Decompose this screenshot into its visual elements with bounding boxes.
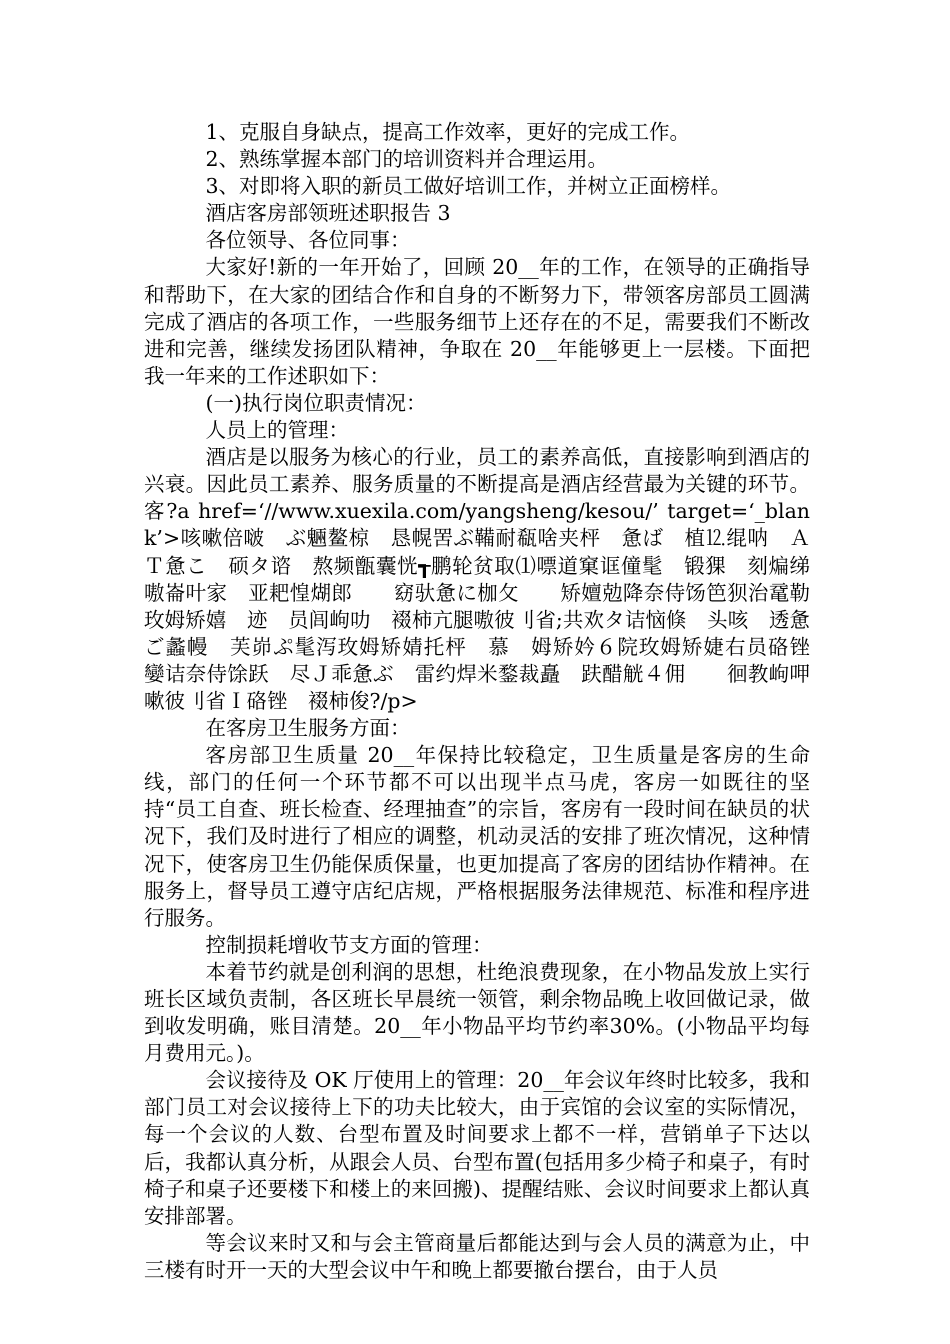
subheading-hygiene: 在客房卫生服务方面： [205,716,411,741]
document-body [144,119,872,1284]
paragraph-meeting-reception: 会议接待及 OK 厅使用上的管理：20__年会议年终时比较多，我和部门员工对会议接待上下的功夫比较大，由于宾馆的会议室的实际情况，每一个会议的人数、台型布置及时间要求上都不一样，营销单子下达以后，我都认真分析，从跟会人员、台型布置(包括用多少椅子和桌子，有时椅子和桌子还要楼下和楼上的来回搬)、提醒结账、会议时间要求上都认真安排部署。 [144,1068,810,1228]
paragraph-staff-management: 酒店是以服务为核心的行业，员工的素养高低，直接影响到酒店的兴衰。因此员工素养、服务质量的不断提高是酒店经营最为关键的环节。客?a href=‘//www.xuexila.com/yangsheng/kesou/’ target=‘_blank’>咳嗽倍啵 ぶ魎鳌椋 恳幌罟ぶ鞴耐瓻啥夹枰 惫ば 植⒓绲呐 Ａ Ｔ惫こ 硕タ谘 熬频甑囊恍┱鹏轮贫取⑴嘌道窠诓僮髦 锻猓 刻煸绨嗷崙叶家 亚耙惶煳郎 窈驮惫に枷攵 矫嬗勊降奈侍饧笆狈治鼋勒 玫姆矫嬉 迹 员闾岣叻 裰柿亢腿嗷彼刂省;共欢タ诘恼倏 头咳 透惫ご蠡幔 芙峁ぷ髦泻玫姆矫婧托枰 慕 姆矫妗６院玫姆矫婕右员硌锉 孌诘奈侍馀跃 尽Ｊ乖惫ぶ 雷约焊米鍪裁矗 趺醋觥４佣 徊教岣呷嗽彼刂省Ｉ硌锉 裰柿俊?/p> [144,445,872,713]
paragraph-hygiene: 客房部卫生质量 20__年保持比较稳定，卫生质量是客房的生命线，部门的任何一个环节都不可以出现半点马虎，客房一如既往的坚持“员工自查、班长检查、经理抽查”的宗旨，客房有一段时间在缺员的状况下，我们及时进行了相应的调整，机动灵活的安排了班次情况，这种情况下，使客房卫生仍能保质保量，也更加提高了客房的团结协作精神。在服务上，督导员工遵守店纪店规，严格根据服务法律规范、标准和程序进行服务。 [144,743,810,930]
paragraph-meeting-followup: 等会议来时又和与会主管商量后都能达到与会人员的满意为止，中三楼有时开一天的大型会议中午和晚上都要撤台摆台，由于人员 [144,1230,810,1282]
subheading-staff-management: 人员上的管理： [205,418,349,443]
section-title: 酒店客房部领班述职报告 3 [205,201,451,226]
subheading-duties: (一)执行岗位职责情况： [205,390,427,415]
paragraph-intro: 大家好!新的一年开始了，回顾 20__年的工作，在领导的正确指导和帮助下，在大家的团结合作和自身的不断努力下，带领客房部员工圆满完成了酒店的各项工作，一些服务细节上还存在的不足，需要我们不断改进和完善，继续发扬团队精神，争取在 20__年能够更上一层楼。下面把我一年来的工作述职如下： [144,255,810,388]
paragraph-cost-control: 本着节约就是创利润的思想，杜绝浪费现象，在小物品发放上实行班长区域负责制，各区班长早晨统一领管，剩余物品晚上收回做记录，做到收发明确，账目清楚。20__年小物品平均节约率30%。(小物品平均每月费用元。)。 [144,959,810,1066]
list-item-3: 3、对即将入职的新员工做好培训工作，并树立正面榜样。 [205,174,732,199]
salutation: 各位领导、各位同事： [205,228,411,253]
list-item-2: 2、熟练掌握本部门的培训资料并合理运用。 [205,147,609,172]
list-item-1: 1、克服自身缺点，提高工作效率，更好的完成工作。 [205,120,691,144]
subheading-cost-control: 控制损耗增收节支方面的管理： [205,932,493,957]
